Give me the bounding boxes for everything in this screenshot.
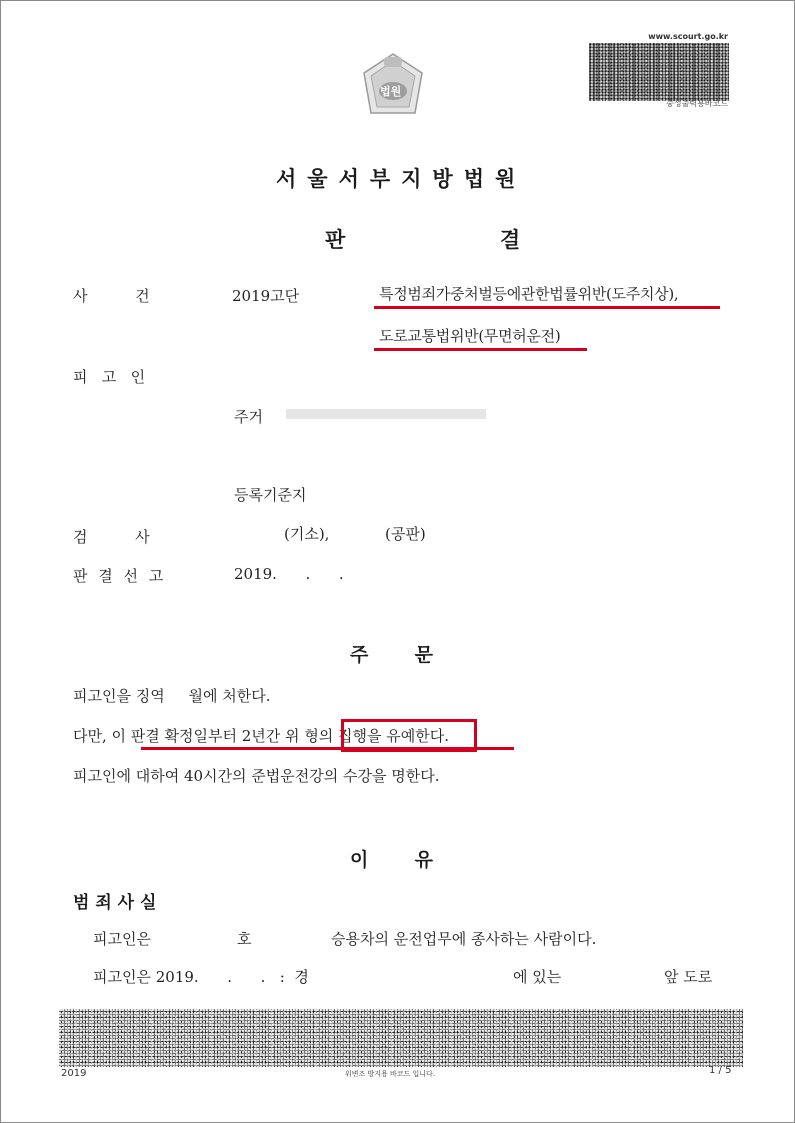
- crime-facts-heading: 범 죄 사 실: [73, 893, 157, 913]
- case-number: 2019고단: [232, 287, 300, 305]
- reason-line-2c: 앞 도로: [664, 968, 713, 986]
- suspension-underline: [141, 747, 514, 750]
- sentence-date-value: 2019. . .: [234, 565, 344, 583]
- reason-line-2a: 피고인은 2019. . . : 경: [93, 968, 309, 986]
- prosecutor-label: 검 사: [73, 528, 150, 546]
- emblem-text: 법원: [380, 85, 402, 98]
- order-line-2-boxed: 형의 집행을 유예: [304, 727, 416, 745]
- order-line-2-suffix: 한다.: [415, 727, 450, 745]
- footer-year: 2019: [61, 1068, 87, 1079]
- reason-line-1b: 호: [237, 930, 252, 948]
- address-label: 주거: [234, 408, 263, 426]
- security-barcode: [589, 43, 729, 101]
- order-line-1: 피고인을 징역 월에 처한다.: [73, 687, 271, 705]
- charge-2-underline: [374, 348, 587, 351]
- court-name: 서울서부지방법원: [276, 167, 527, 191]
- order-line-2-prefix: 다만, 이: [73, 727, 131, 745]
- registered-domicile-label: 등록기준지: [234, 486, 307, 504]
- order-heading: 주 문: [350, 644, 434, 666]
- sentence-date-label: 판 결 선 고: [73, 567, 167, 585]
- charge-1-underline: [374, 306, 720, 309]
- reason-line-2b: 에 있는: [513, 968, 562, 986]
- case-charge-2: 도로교통법위반(무면허운전): [379, 327, 561, 345]
- page-number: 1 / 5: [709, 1065, 732, 1076]
- barcode-caption: 중성출력용바코드: [666, 99, 728, 108]
- order-line-2-underlined: 판결 확정일부터 2년간 위: [130, 727, 305, 745]
- case-charge-1: 특정범죄가중처벌등에관한법률위반(도주치상),: [379, 285, 679, 303]
- order-line-3: 피고인에 대하여 40시간의 준법운전강의 수강을 명한다.: [73, 767, 440, 785]
- reason-line-1c: 승용차의 운전업무에 종사하는 사람이다.: [331, 930, 597, 948]
- defendant-label: 피 고 인: [73, 368, 146, 386]
- reason-heading: 이 유: [350, 849, 434, 871]
- redacted-address: [286, 409, 486, 419]
- case-label: 사 건: [73, 287, 150, 305]
- doc-title: 판 결: [325, 228, 521, 252]
- anti-forgery-barcode: [59, 1009, 743, 1067]
- court-emblem: [359, 51, 427, 123]
- site-url: www.scourt.go.kr: [648, 32, 728, 41]
- prosecutor-trial: (공판): [385, 525, 426, 543]
- prosecutor-indictment: (기소),: [284, 525, 330, 543]
- footer-caption: 위변조 방지용 바코드 입니다.: [345, 1070, 436, 1078]
- reason-line-1a: 피고인은: [93, 930, 151, 948]
